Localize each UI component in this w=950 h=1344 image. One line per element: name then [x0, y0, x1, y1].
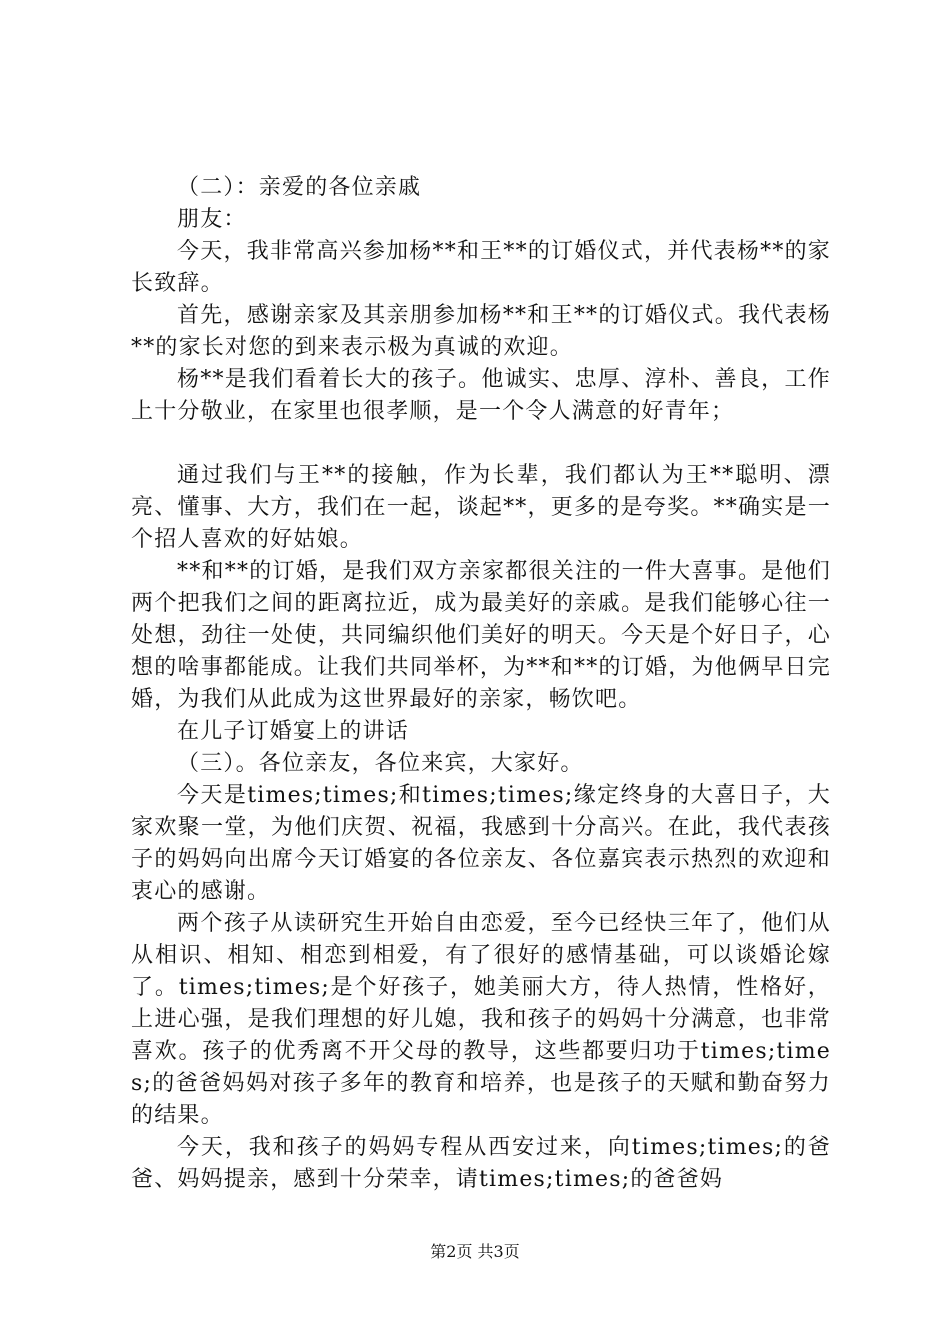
section-heading-three: （三）。各位亲友，各位来宾，大家好。	[177, 751, 584, 776]
document-body	[131, 172, 831, 1196]
page-number-footer: 第2页 共3页	[430, 1242, 520, 1261]
paragraph-opening: 今天，我非常高兴参加杨**和王**的订婚仪式，并代表杨**的家长致辞。	[131, 239, 831, 296]
section-heading-two: （二）：亲爱的各位亲戚	[177, 175, 422, 200]
paragraph-relationship: 两个孩子从读研究生开始自由恋爱，至今已经快三年了，他们从从相识、相知、相恋到相爱，有了很好的感情基础，可以谈婚论嫁了。times;times;是个好孩子，她美丽大方，待人热情，性格好，上进心强，是我们理想的好儿媳，我和孩子的妈妈十分满意，也非常喜欢。孩子的优秀离不开父母的教导，这些都要归功于times;times;的爸爸妈妈对孩子多年的教育和培养，也是孩子的天赋和勤奋努力的结果。	[131, 911, 831, 1128]
paragraph-thanks: 首先，感谢亲家及其亲朋参加杨**和王**的订婚仪式。我代表杨**的家长对您的到来表示极为真诚的欢迎。	[131, 303, 831, 360]
paragraph-proposal: 今天，我和孩子的妈妈专程从西安过来，向times;times;的爸爸、妈妈提亲，感到十分荣幸，请times;times;的爸爸妈	[131, 1135, 831, 1192]
paragraph-bride: 通过我们与王**的接触，作为长辈，我们都认为王**聪明、漂亮、懂事、大方，我们在一起，谈起**，更多的是夸奖。**确实是一个招人喜欢的好姑娘。	[131, 463, 831, 552]
paragraph-toast: **和**的订婚，是我们双方亲家都很关注的一件大喜事。是他们两个把我们之间的距离拉近，成为最美好的亲戚。是我们能够心往一处想，劲往一处使，共同编织他们美好的明天。今天是个好日子，心想的啥事都能成。让我们共同举杯，为**和**的订婚，为他俩早日完婚，为我们从此成为这世界最好的亲家，畅饮吧。	[131, 559, 831, 712]
paragraph-gap	[131, 428, 831, 460]
speech-title: 在儿子订婚宴上的讲话	[177, 719, 410, 744]
salutation-friends: 朋友：	[177, 207, 247, 232]
paragraph-groom: 杨**是我们看着长大的孩子。他诚实、忠厚、淳朴、善良，工作上十分敬业，在家里也很孝顺，是一个令人满意的好青年；	[131, 367, 831, 424]
paragraph-celebration: 今天是times;times;和times;times;缘定终身的大喜日子，大家欢聚一堂，为他们庆贺、祝福，我感到十分高兴。在此，我代表孩子的妈妈向出席今天订婚宴的各位亲友、各位嘉宾表示热烈的欢迎和衷心的感谢。	[131, 783, 831, 904]
